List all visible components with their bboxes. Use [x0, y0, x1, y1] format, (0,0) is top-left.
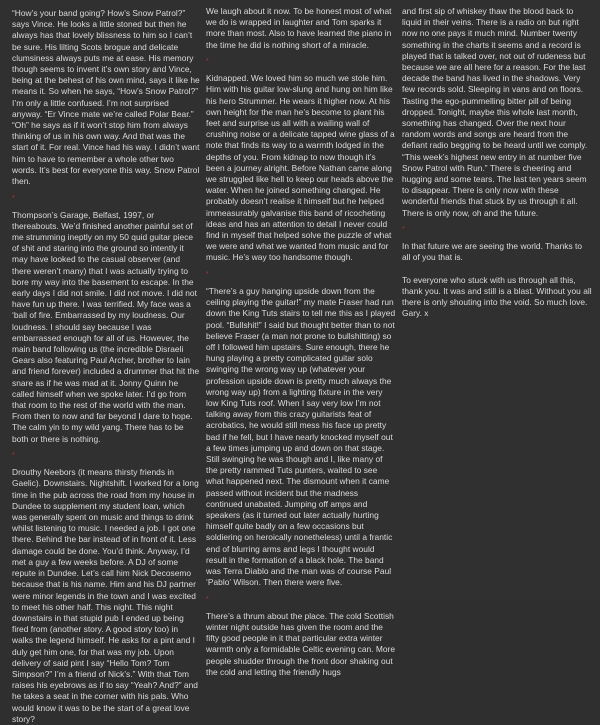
paragraph-thank-you: To everyone who stuck with us through all this, thank you. It was and still is a blast. Without you all there is only shouting into the void. So much love. Gary. x	[402, 274, 592, 319]
paragraph-upside-down-guitar: “There’s a guy hanging upside down from the ceiling playing the guitar!” my mate Fraser had run down the King Tuts stairs to tell me this as I played pool. “Bullshit!” I said but thought better than to not believe Fraser (a man not prone to bullshitting) so off I followed him upstairs. Sure enough, there he hung playing a pretty complicated guitar solo swinging the wrong way up (whatever your profession upside down is pretty much always the wrong way up) from a lighting fixture in the very low King Tuts roof. When I say very low I’m not talking away from this crazy guitarists feat of acrobatics, he would still mess his face up pretty bad if he fell, but I have nearly knocked myself out a few times jumping up and down on that stage. Still swinging he was though and I, like many of the pretty rammed Tuts punters, waited to see what happened next. The dismount when it came passed without incident but the madness continued unabated. Jumping off amps and speakers (as it turned out later actually hurting himself quite badly on a few occasions but soldiering on heroically nonetheless) until a frantic end of blurring arms and legs I thought would result in the formation of a black hole. The band was Terra Diablo and the man was of course Paul ‘Pablo’ Wilson. Then there were five.	[206, 286, 396, 588]
text-column-left	[12, 8, 200, 724]
text-column-middle	[206, 6, 396, 677]
paragraph-snow-patrol-name: “How’s your band going? How’s Snow Patrol?” says Vince. He looks a little stoned but then he always has that lovely blissness to him so I can’t be sure. His lilting Scots brogue and delicate clumsiness always puts me at ease. His memory though seems to invent it’s own story and Vince, being at the behest of his own mind, says it like he means it. So when he says, “How’s Snow Patrol?” I’m only a little confused. I’m not surprised anyway. “Er Vince mate we’re called Polar Bear.” “Oh” he says as if it won’t stop him from always thinking of us in his own way. And that was the start of it. For real. Vince had his way. I didn’t want him to have to remember a whole other two words. It’s best for everyone this way. Snow Patrol then.	[12, 8, 200, 187]
paragraph-separator-icon: *	[206, 271, 209, 279]
paragraph-separator-icon: *	[12, 194, 15, 202]
paragraph-drouthy-neebors: Drouthy Neebors (it means thirsty friends in Gaelic). Downstairs. Nightshift. I worked for a long time in the pub across the road from my house in Dundee to supplement my student loan, which was generally spent on music and things to drink whilst listening to music. I needed a job. I got one there. Behind the bar instead of in front of it. Less damage could be done. You’d think. Anyway, I’d met a guy a few weeks before. A DJ of some repute in Dundee. Let’s call him Nick Decosemo because that is his name. Him and his DJ partner were minor legends in the town and I was excited to meet his other half. This night. This night downstairs in that stupid pub I ended up being fired from (another story. A good story too) in walks the legend himself. He asks for a pint and I duly get him one, for that was my job. Upon delivery of said pint I say “Hello Tom? Tom Simpson?” I’m a friend of Nick’s.” With that Tom raises his eyebrows as if to say “Yeah? And?” and he takes a seat in the corner with his pals. Who would know it was to be the start of a great love story?	[12, 467, 199, 724]
paragraph-kidnapped: Kidnapped. We loved him so much we stole him. Him with his guitar low-slung and hung on him like his hero Strummer. He wears it higher now. At his own height for the man he’s become to plant his feet and surprise us all with a wailing wall of crushing noise or a delicate tapped wine glass of a note that finds its way to a warmth lodged in the depths of you. From kidnap to now though it’s been a journey alright. Before Nathan came along we struggled like hell to keep our heads above the water. When he joined something changed. He probably doesn’t realise it himself but he helped immeasurably galvanise this band of ricocheting ideas and has an attention to detail I never could find in myself that helped solve the puzzle of what we were and what we wanted from music and for music. He’s way too handsome though.	[206, 73, 395, 263]
paragraph-separator-icon: *	[206, 596, 209, 604]
paragraph-future: In that future we are seeing the world. Thanks to all of you that is.	[402, 241, 583, 263]
paragraph-separator-icon: *	[206, 58, 209, 66]
paragraph-separator-icon: *	[402, 226, 405, 234]
paragraph-thompsons-garage: Thompson’s Garage, Belfast, 1997, or thereabouts. We’d finished another painful set of me strumming ineptly on my 50 quid guitar piece of shit and staring into the ground so intently it may have looked to the casual observer (and there weren’t many) that I was actually trying to bore my way into the basement to escape. In the early days I did not smile. I did not move. I did not have fun up there. I was terrified. My face was a ‘ball of fire. Embarrassed by my loudness. Our loudness. I should say because I was embarrassed enough for all of us. However, the main band following us (the incredible Disraeli Gears also featuring Paul Archer, brother to Iain and friend forever) included a drummer that hit the snare as if he was mad at it. Jonny Quinn he called himself when we spoke later. I’d go from that room to the rest of the world with the man. From then to now and far beyond I dare to hope. The calm yin to my wild yang. There has to be both or there is nothing.	[12, 209, 200, 444]
paragraph-separator-icon: *	[12, 452, 15, 460]
paragraph-laugh-about-it: We laugh about it now. To be honest most of what we do is wrapped in laughter and Tom sparks it more than most. Also to have learned the piano in the time he did is nothing short of a miracle.	[206, 6, 392, 50]
paragraph-chart-entry: and first sip of whiskey thaw the blood back to liquid in their veins. There is a radio on but right now no one pays it much mind. Number twenty something in the charts it seems and a record is played that is talked over, not out of rudeness but because we are all here for a reason. For the last decade the band has lived in the shadows. Very few records sold. Sleeping in vans and on floors. Tasting the ego-pummelling bitter pill of being dropped. Tonight, maybe this whole last month, something has changed. Over the next hour random words and songs are heard from the defiant radio begging to be heard until we comply. “This week’s highest new entry in at number five Snow Patrol with Run.” There is cheering and hugging and some tears. The last ten years seem to disappear. There is only now with these wonderful friends that stuck by us through it all. There is only now, oh and the future.	[402, 6, 588, 218]
paragraph-thrum-about-the-place: There’s a thrum about the place. The cold Scottish winter night outside has given the room and the fifty good people in it that particular extra winter warmth only a formidable Celtic evening can. More people shudder through the front door shaking out the cold and letting the friendly hugs	[206, 610, 396, 677]
text-column-right	[402, 6, 592, 600]
